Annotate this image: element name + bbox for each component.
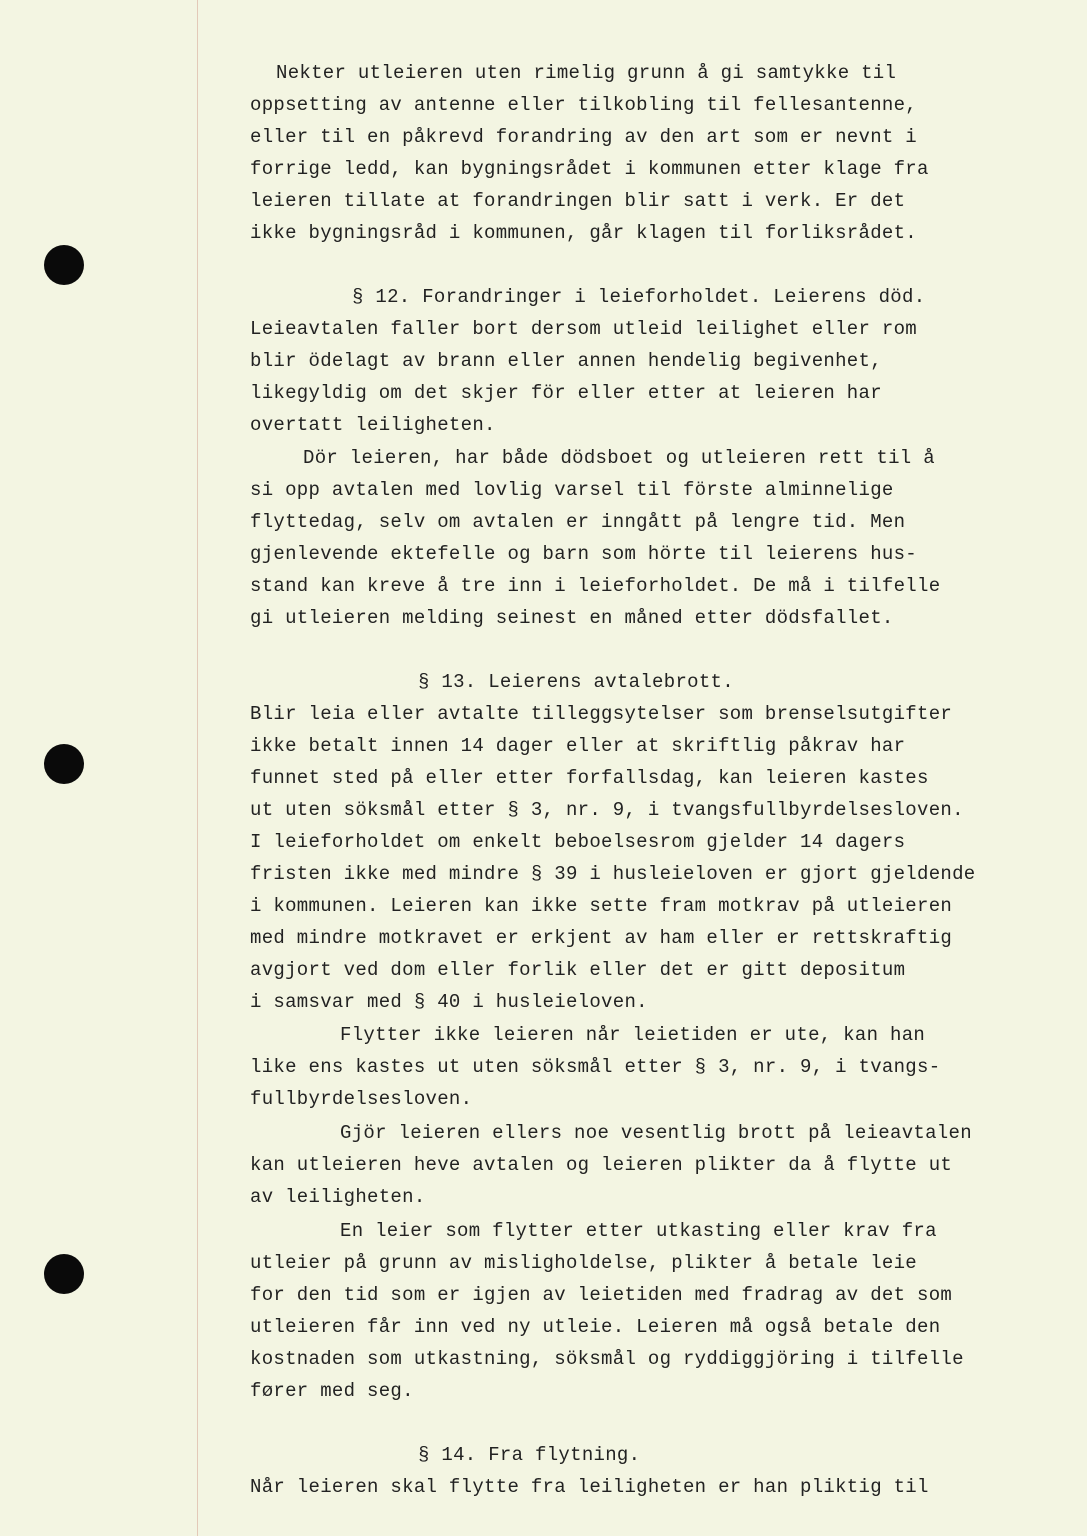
text-line: i samsvar med § 40 i husleieloven. (250, 991, 648, 1013)
text-line: kostnaden som utkastning, söksmål og ryddiggjöring i tilfelle (250, 1348, 964, 1370)
text-line: si opp avtalen med lovlig varsel til förste alminnelige (250, 479, 894, 501)
punch-hole-top (44, 245, 84, 285)
punch-hole-middle (44, 744, 84, 784)
text-line: utleier på grunn av misligholdelse, plikter å betale leie (250, 1252, 918, 1274)
text-line: av leiligheten. (250, 1186, 426, 1208)
text-line: gjenlevende ektefelle og barn som hörte til leierens hus- (250, 543, 918, 565)
punch-hole-bottom (44, 1254, 84, 1294)
text-line: Gjör leieren ellers noe vesentlig brott på leieavtalen (340, 1122, 972, 1144)
text-line: flyttedag, selv om avtalen er inngått på lengre tid. Men (250, 511, 906, 533)
text-line: ikke bygningsråd i kommunen, går klagen til forliksrådet. (250, 222, 918, 244)
text-line: i kommunen. Leieren kan ikke sette fram motkrav på utleieren (250, 895, 953, 917)
margin-rule (197, 0, 198, 1536)
text-line: Flytter ikke leieren når leietiden er ute, kan han (340, 1024, 926, 1046)
text-line: eller til en påkrevd forandring av den art som er nevnt i (250, 126, 918, 148)
text-line: stand kan kreve å tre inn i leieforholdet. De må i tilfelle (250, 575, 941, 597)
text-line: overtatt leiligheten. (250, 414, 496, 436)
section-heading: § 12. Forandringer i leieforholdet. Leierens död. (352, 286, 926, 308)
text-line: ikke betalt innen 14 dager eller at skriftlig påkrav har (250, 735, 906, 757)
text-line: fullbyrdelsesloven. (250, 1088, 473, 1110)
text-line: I leieforholdet om enkelt beboelsesrom gjelder 14 dagers (250, 831, 906, 853)
text-line: avgjort ved dom eller forlik eller det er gitt depositum (250, 959, 906, 981)
text-line: utleieren får inn ved ny utleie. Leieren må også betale den (250, 1316, 941, 1338)
text-line: for den tid som er igjen av leietiden med fradrag av det som (250, 1284, 953, 1306)
text-line: ut uten söksmål etter § 3, nr. 9, i tvangsfullbyrdelsesloven. (250, 799, 964, 821)
text-line: Nekter utleieren uten rimelig grunn å gi samtykke til (276, 62, 897, 84)
text-line: fristen ikke med mindre § 39 i husleieloven er gjort gjeldende (250, 863, 976, 885)
section-heading: § 14. Fra flytning. (418, 1444, 641, 1466)
text-line: kan utleieren heve avtalen og leieren plikter da å flytte ut (250, 1154, 953, 1176)
text-line: En leier som flytter etter utkasting eller krav fra (340, 1220, 937, 1242)
text-line: gi utleieren melding seinest en måned etter dödsfallet. (250, 607, 894, 629)
text-line: Dör leieren, har både dödsboet og utleieren rett til å (303, 447, 935, 469)
text-line: like ens kastes ut uten söksmål etter § 3, nr. 9, i tvangs- (250, 1056, 941, 1078)
text-line: oppsetting av antenne eller tilkobling til fellesantenne, (250, 94, 918, 116)
text-line: blir ödelagt av brann eller annen hendelig begivenhet, (250, 350, 882, 372)
text-line: fører med seg. (250, 1380, 414, 1402)
text-line: forrige ledd, kan bygningsrådet i kommunen etter klage fra (250, 158, 929, 180)
text-line: likegyldig om det skjer för eller etter at leieren har (250, 382, 882, 404)
section-heading: § 13. Leierens avtalebrott. (418, 671, 734, 693)
text-line: Blir leia eller avtalte tilleggsytelser som brenselsutgifter (250, 703, 953, 725)
text-line: med mindre motkravet er erkjent av ham eller er rettskraftig (250, 927, 953, 949)
text-line: Når leieren skal flytte fra leiligheten er han pliktig til (250, 1476, 929, 1498)
text-line: Leieavtalen faller bort dersom utleid leilighet eller rom (250, 318, 918, 340)
text-line: funnet sted på eller etter forfallsdag, kan leieren kastes (250, 767, 929, 789)
text-line: leieren tillate at forandringen blir satt i verk. Er det (250, 190, 906, 212)
